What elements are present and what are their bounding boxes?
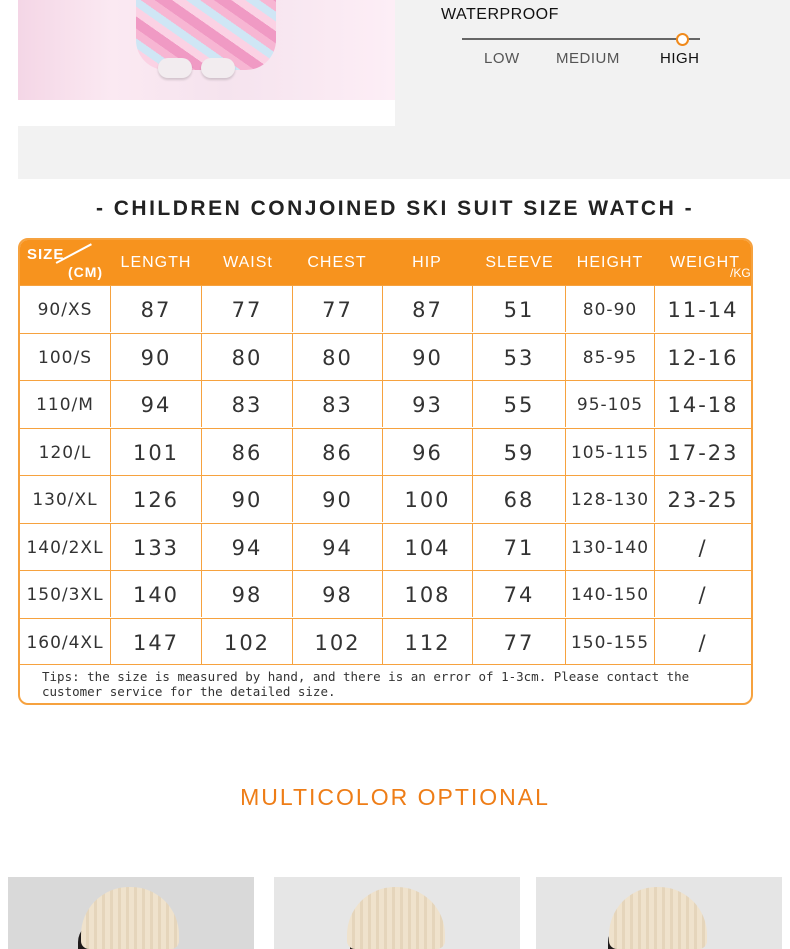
table-cell: 87: [110, 286, 201, 332]
table-cell: 17-23: [654, 429, 751, 475]
color-option-photo[interactable]: [536, 877, 782, 949]
size-label-cell: 110/M: [36, 395, 94, 415]
tips-divider: [20, 664, 751, 665]
waterproof-level-medium: MEDIUM: [556, 50, 620, 67]
table-cell: /: [654, 524, 751, 570]
table-cell: 53: [472, 334, 565, 380]
table-cell: 108: [382, 571, 472, 617]
table-cell: 133: [110, 524, 201, 570]
header-size-label: SIZE: [27, 246, 65, 263]
table-cell: 94: [110, 381, 201, 427]
table-cell: 12-16: [654, 334, 751, 380]
color-option-photo[interactable]: [8, 877, 254, 949]
size-label-cell: 150/3XL: [26, 585, 104, 605]
size-table-header: [20, 240, 751, 285]
size-label-cell: 130/XL: [32, 490, 98, 510]
table-cell: 80: [292, 334, 382, 380]
header-chest: CHEST: [307, 254, 367, 271]
multicolor-title: MULTICOLOR OPTIONAL: [240, 784, 550, 810]
size-table: [18, 238, 753, 705]
table-cell: 77: [292, 286, 382, 332]
table-cell: 68: [472, 476, 565, 522]
header-waist: WAISt: [223, 254, 273, 271]
size-label-cell: 90/XS: [37, 300, 93, 320]
table-cell: 101: [110, 429, 201, 475]
table-cell: 126: [110, 476, 201, 522]
table-cell: 94: [292, 524, 382, 570]
right-shoe: [201, 58, 235, 78]
table-cell: 23-25: [654, 476, 751, 522]
size-label-cell: 100/S: [38, 347, 92, 368]
table-row: [20, 523, 751, 571]
table-cell: 98: [201, 571, 292, 617]
header-weight: WEIGHT: [670, 254, 740, 271]
model-beanie: [347, 887, 445, 949]
size-tips: Tips: the size is measured by hand, and there is an error of 1-3cm. Please contact the customer service for the detailed size.: [42, 669, 690, 699]
waterproof-level-high: HIGH: [660, 50, 700, 67]
table-row: [20, 618, 751, 666]
table-row: [20, 570, 751, 618]
table-cell: 102: [201, 619, 292, 665]
waterproof-title: WATERPROOF: [441, 6, 559, 23]
photo-caption-area: [18, 100, 395, 126]
table-cell: /: [654, 619, 751, 665]
size-label-cell: 160/4XL: [26, 632, 104, 653]
table-cell: 128-130: [565, 476, 654, 522]
table-cell: 83: [201, 381, 292, 427]
table-cell: 71: [472, 524, 565, 570]
table-cell: 140: [110, 571, 201, 617]
size-label-cell: 120/L: [38, 442, 92, 463]
table-cell: 55: [472, 381, 565, 427]
table-cell: 90: [292, 476, 382, 522]
table-cell: 90: [201, 476, 292, 522]
table-cell: 11-14: [654, 286, 751, 332]
table-row: [20, 380, 751, 428]
table-cell: /: [654, 571, 751, 617]
table-row: [20, 333, 751, 381]
table-cell: 85-95: [565, 334, 654, 380]
waterproof-scale-line: [462, 38, 700, 40]
size-label-cell: 140/2XL: [26, 537, 104, 558]
table-cell: 87: [382, 286, 472, 332]
table-cell: 140-150: [565, 571, 654, 617]
header-weight-unit: /KG: [730, 266, 751, 280]
table-cell: 150-155: [565, 619, 654, 665]
table-cell: 77: [472, 619, 565, 665]
table-row: [20, 428, 751, 476]
table-cell: 100: [382, 476, 472, 522]
table-cell: 94: [201, 524, 292, 570]
table-row: [20, 475, 751, 523]
table-cell: 98: [292, 571, 382, 617]
table-cell: 104: [382, 524, 472, 570]
table-cell: 51: [472, 286, 565, 332]
table-cell: 86: [292, 429, 382, 475]
table-cell: 112: [382, 619, 472, 665]
model-beanie: [81, 887, 179, 949]
table-cell: 102: [292, 619, 382, 665]
header-hip: HIP: [412, 254, 442, 271]
table-cell: 59: [472, 429, 565, 475]
table-cell: 74: [472, 571, 565, 617]
table-cell: 147: [110, 619, 201, 665]
section-divider-band: [18, 126, 790, 179]
table-cell: 105-115: [565, 429, 654, 475]
table-cell: 80-90: [565, 286, 654, 332]
table-row: [20, 285, 751, 333]
waterproof-level-marker: [676, 33, 689, 46]
left-shoe: [158, 58, 192, 78]
table-cell: 86: [201, 429, 292, 475]
waterproof-level-low: LOW: [484, 50, 520, 67]
table-cell: 95-105: [565, 381, 654, 427]
table-cell: 14-18: [654, 381, 751, 427]
table-cell: 83: [292, 381, 382, 427]
table-cell: 90: [382, 334, 472, 380]
header-sleeve: SLEEVE: [485, 254, 554, 271]
table-cell: 130-140: [565, 524, 654, 570]
table-cell: 96: [382, 429, 472, 475]
product-photo: [18, 0, 395, 100]
table-cell: 80: [201, 334, 292, 380]
table-cell: 90: [110, 334, 201, 380]
table-cell: 93: [382, 381, 472, 427]
model-beanie: [609, 887, 707, 949]
color-option-photo[interactable]: [274, 877, 520, 949]
table-cell: 77: [201, 286, 292, 332]
header-length: LENGTH: [120, 254, 192, 271]
size-chart-title: - CHILDREN CONJOINED SKI SUIT SIZE WATCH -: [95, 197, 695, 220]
header-unit-label: (CM): [68, 264, 104, 280]
header-height: HEIGHT: [576, 254, 644, 271]
